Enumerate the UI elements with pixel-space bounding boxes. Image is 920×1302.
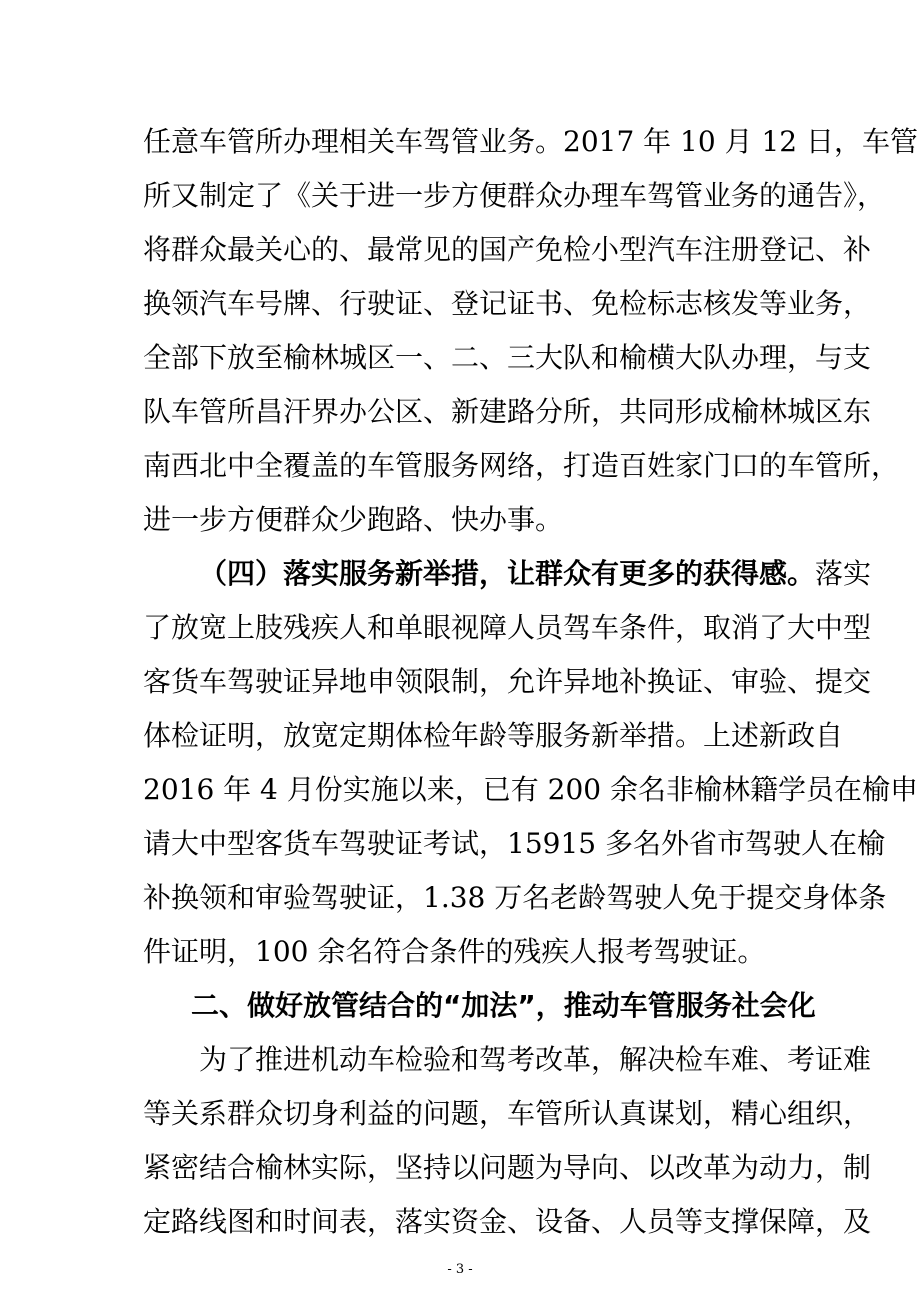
paragraph-3-line-4: 定路线图和时间表，落实资金、设备、人员等支撑保障，及 [143,1205,872,1238]
paragraph-2-line-7: 补换领和审验驾驶证，1.38 万名老龄驾驶人免于提交身体条 [143,881,887,914]
paragraph-1-line-7: 南西北中全覆盖的车管服务网络，打造百姓家门口的车管所， [143,449,900,482]
page-number: - 3 - [447,1262,473,1277]
paragraph-1-line-8: 进一步方便群众少跑路、快办事。 [143,503,564,536]
paragraph-2-line-6: 请大中型客货车驾驶证考试，15915 多名外省市驾驶人在榆 [143,827,885,860]
paragraph-3-first-line: 为了推进机动车检验和驾考改革，解决检车难、考证难 [199,1043,872,1076]
paragraph-2-line-5: 2016 年 4 月份实施以来，已有 200 余名非榆林籍学员在榆申 [143,773,919,806]
section-two-heading: 二、做好放管结合的“加法”，推动车管服务社会化 [191,989,816,1022]
paragraph-1-line-3: 将群众最关心的、最常见的国产免检小型汽车注册登记、补 [143,233,872,266]
paragraph-2-first-line-rest: 落实 [815,557,872,590]
paragraph-1-line-1: 任意车管所办理相关车驾管业务。2017 年 10 月 12 日，车管 [143,125,919,158]
paragraph-3-line-3: 紧密结合榆林实际，坚持以问题为导向、以改革为动力，制 [143,1151,872,1184]
paragraph-2-line-8: 件证明，100 余名符合条件的残疾人报考驾驶证。 [143,935,766,968]
section-four-title: （四）落实服务新举措，让群众有更多的获得感。 [199,557,816,590]
paragraph-1-line-2: 所又制定了《关于进一步方便群众办理车驾管业务的通告》， [143,179,886,212]
paragraph-1-line-5: 全部下放至榆林城区一、二、三大队和榆横大队办理，与支 [143,341,872,374]
paragraph-2-line-3: 客货车驾驶证异地申领限制，允许异地补换证、审验、提交 [143,665,872,698]
paragraph-2-first-line [199,554,872,594]
paragraph-1-line-4: 换领汽车号牌、行驶证、登记证书、免检标志核发等业务， [143,287,872,320]
paragraph-3-line-2: 等关系群众切身利益的问题，车管所认真谋划，精心组织， [143,1097,872,1130]
paragraph-1-line-6: 队车管所昌汗界办公区、新建路分所，共同形成榆林城区东 [143,395,872,428]
paragraph-2-line-4: 体检证明，放宽定期体检年龄等服务新举措。上述新政自 [143,719,844,752]
paragraph-2-line-2: 了放宽上肢残疾人和单眼视障人员驾车条件，取消了大中型 [143,611,872,644]
